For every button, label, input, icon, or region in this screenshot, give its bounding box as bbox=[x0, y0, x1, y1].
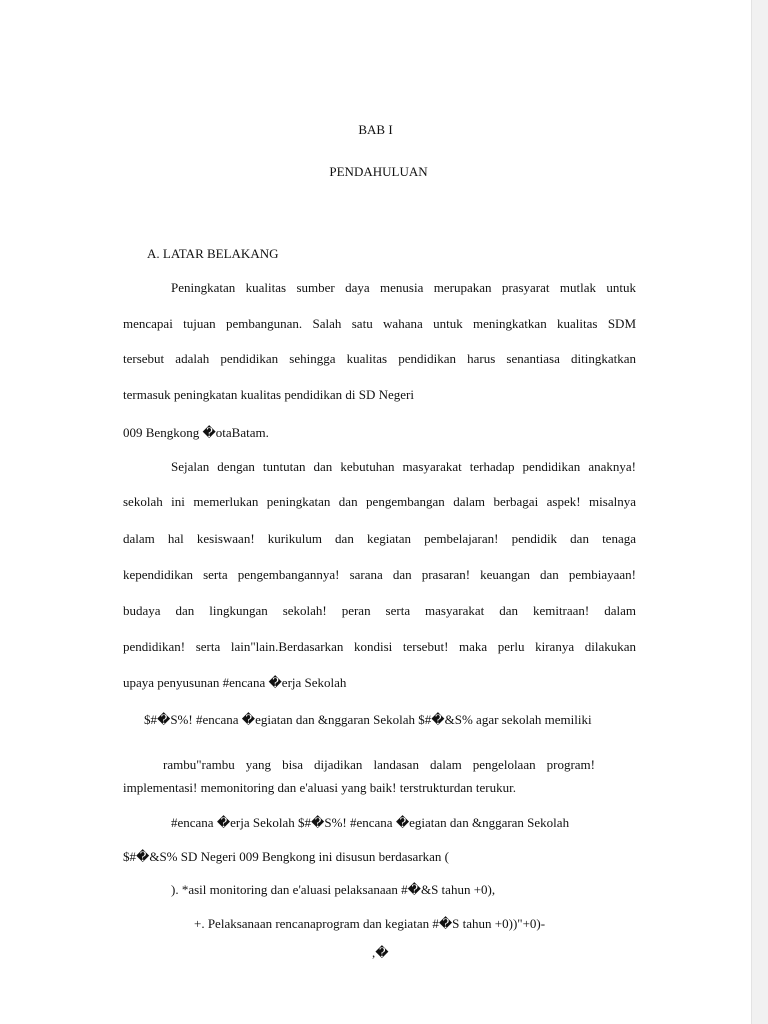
paragraph-line: 009 Bengkong �otaBatam. bbox=[123, 425, 269, 440]
paragraph-line: Peningkatan kualitas sumber daya menusia merupakan prasyarat mutlak untuk bbox=[171, 280, 636, 295]
paragraph-line: $#�S%! #encana �egiatan dan &nggaran Sekolah $#�&S% agar sekolah memiliki bbox=[144, 712, 592, 727]
paragraph-line: implementasi! memonitoring dan e'aluasi yang baik! terstrukturdan terukur. bbox=[123, 780, 516, 795]
list-item: +. Pelaksanaan rencanaprogram dan kegiatan #�S tahun +0))"+0)- bbox=[194, 916, 546, 931]
paragraph-line: upaya penyusunan #encana �erja Sekolah bbox=[123, 675, 347, 690]
paragraph-line: #encana �erja Sekolah $#�S%! #encana �egiatan dan &nggaran Sekolah bbox=[171, 815, 570, 830]
chapter-title: BAB I bbox=[358, 122, 393, 137]
paragraph-line: kependidikan serta pengembangannya! sarana dan prasaran! keuangan dan pembiayaan! bbox=[123, 567, 636, 582]
paragraph-line: mencapai tujuan pembangunan. Salah satu wahana untuk meningkatkan kualitas SDM bbox=[123, 316, 636, 331]
vertical-scrollbar[interactable] bbox=[751, 0, 768, 1024]
paragraph-line: rambu"rambu yang bisa dijadikan landasan dalam pengelolaan program! bbox=[163, 757, 595, 772]
paragraph-line: pendidikan! serta lain"lain.Berdasarkan kondisi tersebut! maka perlu kiranya dilakukan bbox=[123, 639, 636, 654]
paragraph-line: $#�&S% SD Negeri 009 Bengkong ini disusun berdasarkan ( bbox=[123, 849, 450, 864]
section-heading: A. LATAR BELAKANG bbox=[147, 246, 279, 261]
paragraph-line: termasuk peningkatan kualitas pendidikan di SD Negeri bbox=[123, 387, 414, 402]
paragraph-line: Sejalan dengan tuntutan dan kebutuhan masyarakat terhadap pendidikan anaknya! bbox=[171, 459, 636, 474]
chapter-subtitle: PENDAHULUAN bbox=[329, 164, 428, 179]
paragraph-line: dalam hal kesiswaan! kurikulum dan kegiatan pembelajaran! pendidik dan tenaga bbox=[123, 531, 636, 546]
list-item: ). *asil monitoring dan e'aluasi pelaksanaan #�&S tahun +0), bbox=[171, 882, 496, 897]
list-item: ,� bbox=[372, 945, 389, 960]
paragraph-line: budaya dan lingkungan sekolah! peran serta masyarakat dan kemitraan! dalam bbox=[123, 603, 636, 618]
paragraph-line: tersebut adalah pendidikan sehingga kualitas pendidikan harus senantiasa ditingkatkan bbox=[123, 351, 636, 366]
paragraph-line: sekolah ini memerlukan peningkatan dan pengembangan dalam berbagai aspek! misalnya bbox=[123, 494, 636, 509]
